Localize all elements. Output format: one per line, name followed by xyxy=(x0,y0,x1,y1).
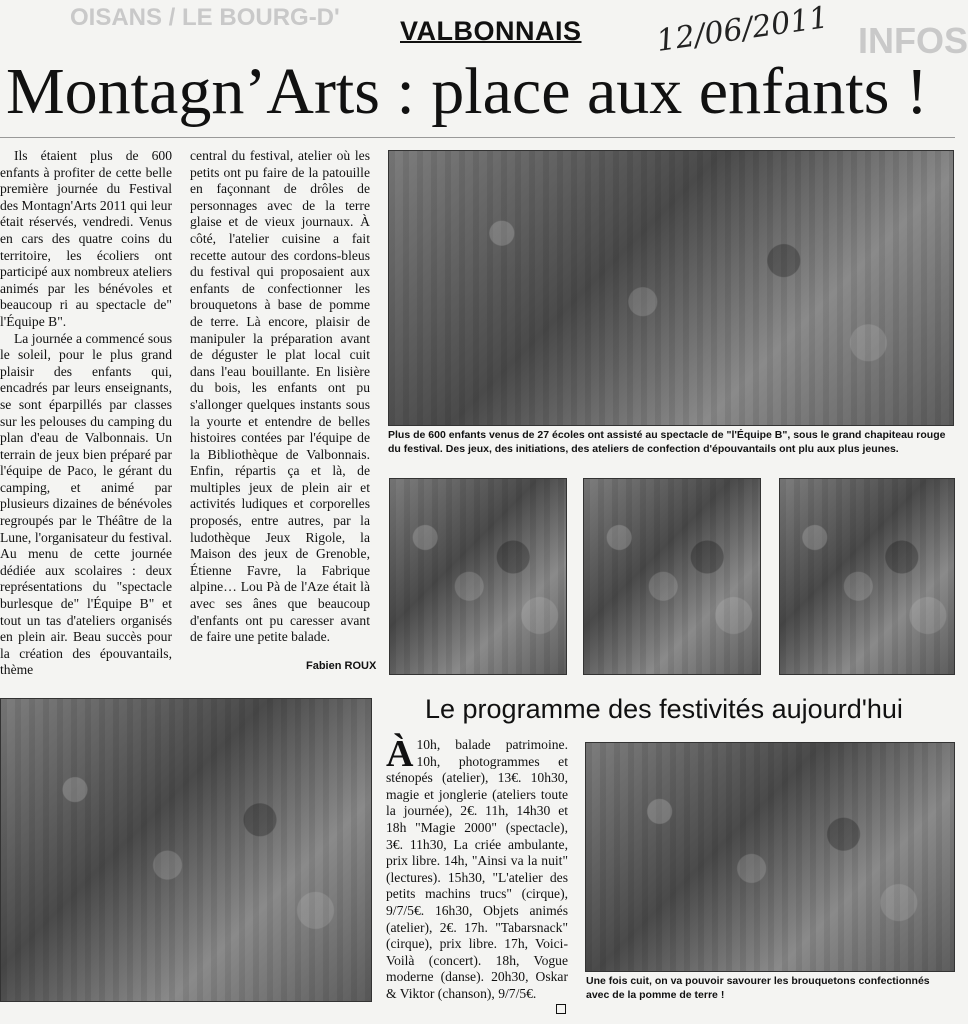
article-paragraph-2: La journée a commencé sous le soleil, pour le plus grand plaisir des enfants qui, encadrés par leurs enseignants, se sont éparpillés par classes sur les pelouses du camping du plan d'eau de Valbonnais. Un terrain de jeux bien préparé par l'équipe de Paco, le gérant du camping, et animé par plusieurs dizaines de bénévoles regroupés par le Théâtre de la Lune, l'organisateur du festival. Au menu de cette journée dédiée aux scolaires : deux représentations du "spectacle burlesque de" l'Équipe B" et tout un tas d'ateliers organisés en plein air. Beau succès pour la création des épouvantails, thème xyxy=(0,330,172,678)
program-title: Le programme des festivités aujourd'hui xyxy=(425,694,903,724)
ghost-header-right: INFOS xyxy=(858,20,968,61)
caption-main: Plus de 600 enfants venus de 27 écoles ont assisté au spectacle de "l'Équipe B", sous le grand chapiteau rouge du festival. Des jeux, des initiations, des ateliers de confection d'épouvantails ont plu aux plus jeunes. xyxy=(388,429,946,455)
program-body: 10h, balade patrimoine. 10h, photogrammes et sténopés (atelier), 13€. 10h30, magie et jonglerie (ateliers toute la journée), 2€. 11h, 14h30 et 18h "Magie 2000" (spectacle), 3€. 11h30, La criée ambulante, prix libre. 14h, "Ainsi va la nuit" (lectures). 15h30, "L'atelier des petits machins trucs" (cirque), 9/7/5€. 16h30, Objets animés (atelier), 2€. 17h. "Tabarsnack" (cirque), prix libre. 17h, Voici-Voilà (concert). 18h, Vogue moderne (danse). 20h30, Oskar & Viktor (chanson), 9/7/5€. xyxy=(386,737,568,1001)
photo-child xyxy=(389,478,567,675)
photo-workshop xyxy=(583,478,761,675)
ghost-header-left: OISANS / LE BOURG-D' xyxy=(70,4,340,31)
photo-families xyxy=(0,698,372,1002)
article-paragraph-3: central du festival, atelier où les petits ont pu faire de la patouille en façonnant de drôles de personnages avec de la terre glaise et de vieux journaux. À côté, l'atelier cuisine a fait recette autour des cordons-bleus du festival qui proposaient aux enfants de confectionner les brouquetons à base de pomme de terre. Là encore, plaisir de manipuler la préparation avant de déguster le plat local cuit dans l'eau bouillante. En lisière du bois, les enfants ont pu s'allonger quelques instants sous la yourte et entendre de belles histoires contées par l'équipe de la Bibliothèque de Valbonnais. Enfin, répartis ça et là, de multiples jeux de plein air et activités ludiques et corporelles proposés, entre autres, par la ludothèque Jeux Rigole, la Maison des jeux de Grenoble, Étienne Favre, la Fabrique alpine… Lou Pà de l'Aze était là avec ses ânes que beaucoup d'enfants ont pu caresser avant de faire une petite balade. xyxy=(190,148,370,645)
byline: Fabien ROUX xyxy=(306,660,377,672)
headline: Montagn’Arts : place aux enfants ! xyxy=(6,55,928,128)
article-column-2 xyxy=(190,148,370,646)
program-text xyxy=(386,733,568,1003)
photo-audience xyxy=(388,150,954,426)
caption-bottom: Une fois cuit, on va pouvoir savourer les brouquetons confectionnés avec de la pomme de terre ! xyxy=(586,975,930,1001)
end-mark xyxy=(556,1004,566,1014)
handwritten-date: 12/06/2011 xyxy=(654,0,831,59)
photo-crafts xyxy=(779,478,955,675)
article-paragraph-1: Ils étaient plus de 600 enfants à profiter de cette belle première journée du Festival des Montagn'Arts 2011 qui leur était réservés, vendredi. Venus en cars des quatre coins du territoire, les écoliers ont participé aux nombreux ateliers animés par les bénévoles et beaucoup ri au spectacle de" l'Équipe B". xyxy=(0,148,172,329)
article-column-1 xyxy=(0,148,172,679)
photo-cooking xyxy=(585,742,955,972)
section-kicker: VALBONNAIS xyxy=(400,16,582,46)
program-dropcap: À xyxy=(386,733,414,775)
divider xyxy=(0,137,955,138)
